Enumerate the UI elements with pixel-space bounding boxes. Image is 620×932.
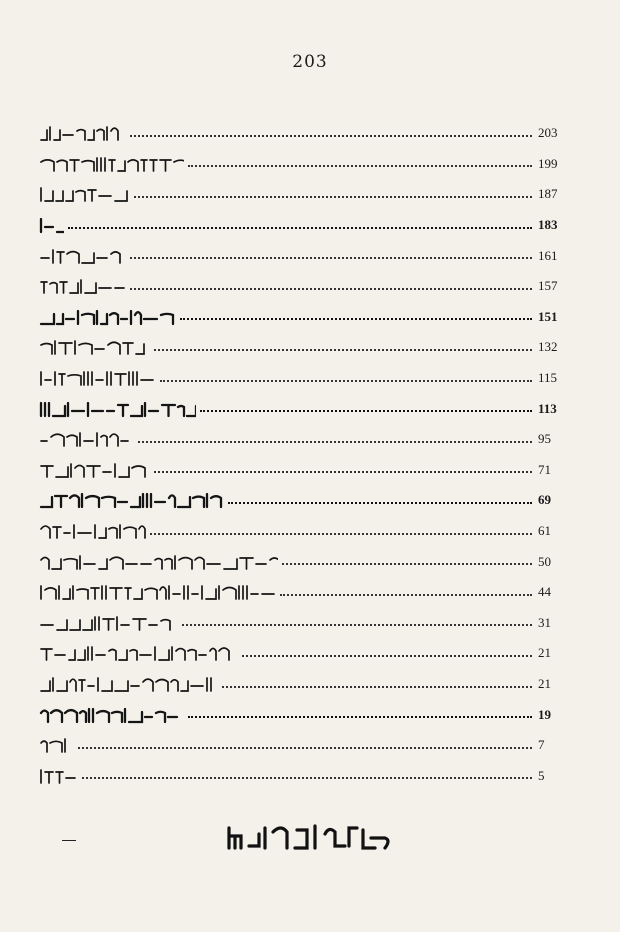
toc-dot-leader xyxy=(130,288,532,290)
toc-dot-leader xyxy=(130,257,532,259)
toc-entry-title xyxy=(38,460,150,480)
toc-dot-leader xyxy=(188,716,532,718)
toc-entry xyxy=(38,730,570,761)
toc-dot-leader xyxy=(228,502,532,504)
toc-entry-page: 21 xyxy=(538,645,551,661)
toc-entry xyxy=(38,240,570,271)
toc-entry-page: 203 xyxy=(538,125,558,141)
toc-entry-title xyxy=(38,307,176,327)
toc-dot-leader xyxy=(282,563,532,565)
toc-entry xyxy=(38,149,570,180)
toc-dot-leader xyxy=(130,135,532,137)
toc-entry-title xyxy=(38,674,218,694)
toc-entry xyxy=(38,760,570,791)
toc-entry xyxy=(38,485,570,516)
table-of-contents xyxy=(38,118,570,791)
toc-entry-page: 161 xyxy=(538,247,558,263)
toc-entry-page: 115 xyxy=(538,370,558,386)
toc-entry xyxy=(38,699,570,730)
toc-entry-title xyxy=(38,766,78,786)
toc-entry-title xyxy=(38,368,156,388)
toc-entry-title xyxy=(38,154,184,174)
toc-entry xyxy=(38,118,570,149)
toc-dot-leader xyxy=(68,227,532,229)
toc-entry xyxy=(38,608,570,639)
toc-entry xyxy=(38,577,570,608)
toc-entry xyxy=(38,516,570,547)
toc-dot-leader xyxy=(150,533,532,535)
toc-entry xyxy=(38,271,570,302)
toc-entry xyxy=(38,669,570,700)
toc-entry-page: 19 xyxy=(538,706,551,722)
toc-entry xyxy=(38,393,570,424)
toc-dot-leader xyxy=(154,471,532,473)
toc-dot-leader xyxy=(188,165,532,167)
toc-dot-leader xyxy=(82,777,532,779)
toc-entry-page: 61 xyxy=(538,523,551,539)
toc-entry-page: 71 xyxy=(538,461,551,477)
toc-entry-title xyxy=(38,337,150,357)
toc-dot-leader xyxy=(138,441,532,443)
toc-entry-title xyxy=(38,246,126,266)
toc-entry-title xyxy=(38,552,278,572)
toc-entry-title xyxy=(38,521,146,541)
toc-entry xyxy=(38,424,570,455)
toc-entry-page: 44 xyxy=(538,584,551,600)
page-number: 203 xyxy=(292,52,328,72)
toc-entry xyxy=(38,210,570,241)
toc-entry-page: 157 xyxy=(538,278,558,294)
toc-entry xyxy=(38,302,570,333)
toc-entry-title xyxy=(38,582,276,602)
decorative-dash xyxy=(62,840,76,841)
toc-entry-title xyxy=(38,429,134,449)
toc-entry-page: 50 xyxy=(538,553,551,569)
toc-entry-title xyxy=(38,613,178,633)
toc-entry-title xyxy=(38,643,238,663)
toc-dot-leader xyxy=(180,318,532,320)
toc-dot-leader xyxy=(78,747,532,749)
toc-entry-title xyxy=(38,490,224,510)
toc-entry-page: 183 xyxy=(538,217,558,233)
toc-entry-page: 7 xyxy=(538,737,545,753)
toc-dot-leader xyxy=(280,594,532,596)
toc-entry xyxy=(38,363,570,394)
toc-entry-page: 151 xyxy=(538,308,558,324)
toc-entry-title xyxy=(38,735,74,755)
toc-dot-leader xyxy=(160,380,532,382)
toc-dot-leader xyxy=(200,410,532,412)
toc-entry xyxy=(38,332,570,363)
toc-entry-page: 199 xyxy=(538,155,558,171)
toc-entry-page: 113 xyxy=(538,400,557,416)
toc-entry-title xyxy=(38,399,196,419)
toc-entry-page: 69 xyxy=(538,492,551,508)
toc-entry xyxy=(38,546,570,577)
toc-entry-title xyxy=(38,215,64,235)
toc-entry-title xyxy=(38,276,126,296)
toc-dot-leader xyxy=(242,655,532,657)
toc-entry-title xyxy=(38,184,130,204)
toc-entry xyxy=(38,638,570,669)
toc-entry xyxy=(38,179,570,210)
toc-heading xyxy=(0,818,620,854)
toc-heading-script xyxy=(225,818,395,854)
toc-dot-leader xyxy=(154,349,532,351)
toc-dot-leader xyxy=(222,686,532,688)
toc-entry xyxy=(38,455,570,486)
toc-dot-leader xyxy=(134,196,532,198)
toc-entry-page: 31 xyxy=(538,614,551,630)
toc-entry-page: 5 xyxy=(538,767,545,783)
toc-entry-page: 187 xyxy=(538,186,558,202)
toc-entry-title xyxy=(38,123,126,143)
toc-dot-leader xyxy=(182,624,532,626)
toc-entry-page: 132 xyxy=(538,339,558,355)
toc-entry-title xyxy=(38,705,184,725)
toc-entry-page: 21 xyxy=(538,675,551,691)
toc-entry-page: 95 xyxy=(538,431,551,447)
